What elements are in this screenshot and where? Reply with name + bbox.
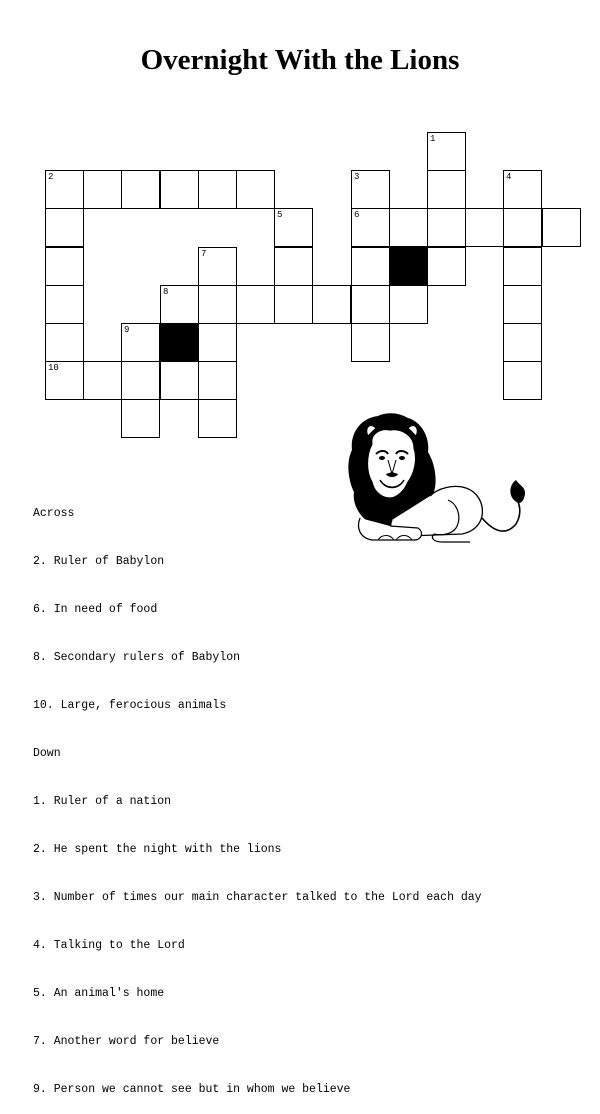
crossword-cell[interactable] <box>503 361 542 400</box>
crossword-cell[interactable] <box>121 361 160 400</box>
crossword-cell[interactable] <box>465 208 504 247</box>
clue-number: 8 <box>163 287 169 297</box>
crossword-cell[interactable] <box>427 132 466 171</box>
crossword-cell[interactable] <box>121 399 160 438</box>
crossword-cell[interactable] <box>503 208 542 247</box>
crossword-cell[interactable] <box>45 208 84 247</box>
crossword-cell[interactable] <box>45 361 84 400</box>
clue-number: 10 <box>48 363 59 373</box>
crossword-cell[interactable] <box>45 170 84 209</box>
crossword-cell[interactable] <box>351 285 390 324</box>
crossword-cell[interactable] <box>503 323 542 362</box>
down-clue: 5. An animal's home <box>33 987 165 1000</box>
crossword-cell[interactable] <box>45 247 84 286</box>
crossword-cell[interactable] <box>503 285 542 324</box>
clue-number: 7 <box>201 249 207 259</box>
clue-number: 1 <box>430 134 436 144</box>
crossword-cell[interactable] <box>351 170 390 209</box>
crossword-cell[interactable] <box>351 208 390 247</box>
crossword-cell[interactable] <box>389 208 428 247</box>
crossword-cell[interactable] <box>236 170 275 209</box>
across-clue: 10. Large, ferocious animals <box>33 699 227 712</box>
down-heading: Down <box>33 747 61 760</box>
crossword-cell[interactable] <box>274 208 313 247</box>
page-title: Overnight With the Lions <box>140 44 460 76</box>
crossword-cell[interactable] <box>160 361 199 400</box>
crossword-cell[interactable] <box>389 285 428 324</box>
crossword-cell[interactable] <box>198 285 237 324</box>
crossword-cell[interactable] <box>198 247 237 286</box>
crossword-cell[interactable] <box>503 170 542 209</box>
crossword-cell[interactable] <box>542 208 581 247</box>
crossword-cell[interactable] <box>160 170 199 209</box>
clue-number: 4 <box>506 172 512 182</box>
crossword-cell[interactable] <box>312 285 351 324</box>
down-clue: 1. Ruler of a nation <box>33 795 172 808</box>
crossword-cell[interactable] <box>83 361 122 400</box>
crossword-cell[interactable] <box>198 170 237 209</box>
across-clue: 2. Ruler of Babylon <box>33 555 165 568</box>
crossword-cell[interactable] <box>503 247 542 286</box>
across-heading: Across <box>33 507 75 520</box>
crossword-cell[interactable] <box>351 247 390 286</box>
lion-icon <box>338 408 534 552</box>
crossword-cell[interactable] <box>121 323 160 362</box>
crossword-cell[interactable] <box>427 170 466 209</box>
down-clue: 2. He spent the night with the lions <box>33 843 282 856</box>
crossword-cell[interactable] <box>45 285 84 324</box>
crossword-cell[interactable] <box>160 285 199 324</box>
crossword-cell[interactable] <box>274 247 313 286</box>
clue-number: 6 <box>354 210 360 220</box>
clue-list <box>33 474 482 1114</box>
clue-number: 3 <box>354 172 360 182</box>
black-square <box>389 247 428 286</box>
across-clue: 8. Secondary rulers of Babylon <box>33 651 241 664</box>
crossword-cell[interactable] <box>427 208 466 247</box>
crossword-cell[interactable] <box>427 247 466 286</box>
crossword-cell[interactable] <box>198 399 237 438</box>
clue-number: 2 <box>48 172 54 182</box>
crossword-grid <box>0 0 600 460</box>
crossword-cell[interactable] <box>274 285 313 324</box>
down-clue: 3. Number of times our main character talked to the Lord each day <box>33 891 482 904</box>
crossword-cell[interactable] <box>198 361 237 400</box>
clue-number: 5 <box>277 210 283 220</box>
black-square <box>160 323 199 362</box>
crossword-cell[interactable] <box>236 285 275 324</box>
crossword-cell[interactable] <box>121 170 160 209</box>
down-clue: 9. Person we cannot see but in whom we believe <box>33 1083 351 1096</box>
across-clue: 6. In need of food <box>33 603 158 616</box>
crossword-cell[interactable] <box>198 323 237 362</box>
clue-number: 9 <box>124 325 130 335</box>
crossword-cell[interactable] <box>351 323 390 362</box>
down-clue: 7. Another word for believe <box>33 1035 220 1048</box>
crossword-cell[interactable] <box>45 323 84 362</box>
down-clue: 4. Talking to the Lord <box>33 939 185 952</box>
crossword-cell[interactable] <box>83 170 122 209</box>
